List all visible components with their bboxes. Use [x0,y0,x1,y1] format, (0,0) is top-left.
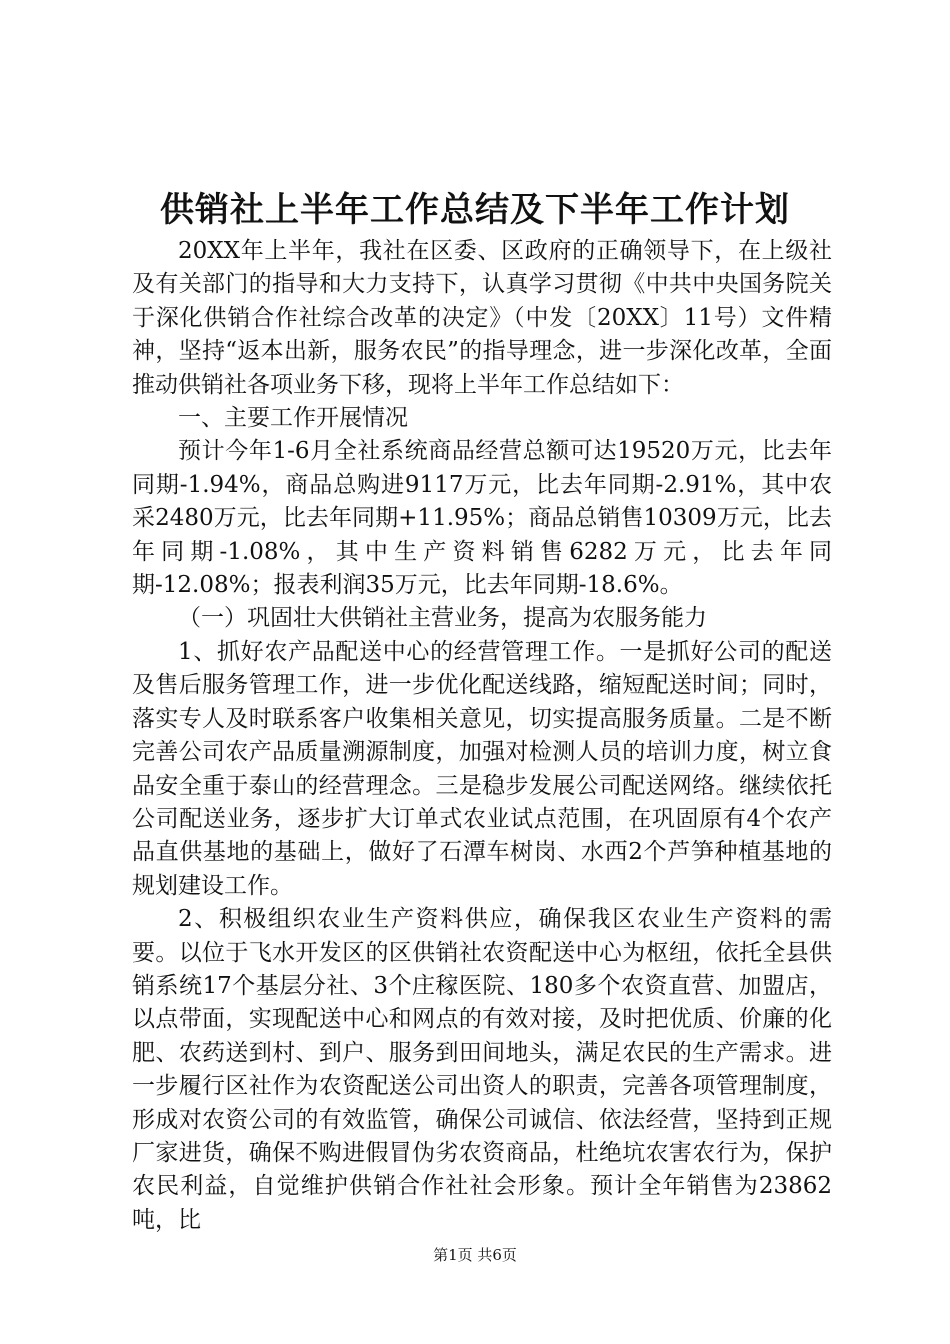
page-number-footer: 第1页 共6页 [433,1246,517,1264]
statistics-paragraph: 预计今年1-6月全社系统商品经营总额可达19520万元，比去年同期-1.94%，商品总购进9117万元，比去年同期-2.91%，其中农采2480万元，比去年同期+11.95%；商品总销售10309万元，比去年同期-1.08%，其中生产资料销售6282万元，比去年同期-12.08%；报表利润35万元，比去年同期-18.6%。 [132,438,832,599]
item-2-paragraph: 2、积极组织农业生产资料供应，确保我区农业生产资料的需要。以位于飞水开发区的区供销社农资配送中心为枢纽，依托全县供销系统17个基层分社、3个庄稼医院、180多个农资直营、加盟店，以点带面，实现配送中心和网点的有效对接，及时把优质、价廉的化肥、农药送到村、到户、服务到田间地头，满足农民的生产需求。进一步履行区社作为农资配送公司出资人的职责，完善各项管理制度，形成对农资公司的有效监管，确保公司诚信、依法经营，坚持到正规厂家进货，确保不购进假冒伪劣农资商品，杜绝坑农害农行为，保护农民利益，自觉维护供销合作社社会形象。预计全年销售为23862吨，比 [132,906,832,1233]
item-1-paragraph: 1、抓好农产品配送中心的经营管理工作。一是抓好公司的配送及售后服务管理工作，进一步优化配送线路，缩短配送时间；同时，落实专人及时联系客户收集相关意见，切实提高服务质量。二是不断完善公司农产品质量溯源制度，加强对检测人员的培训力度，树立食品安全重于泰山的经营理念。三是稳步发展公司配送网络。继续依托公司配送业务，逐步扩大订单式农业试点范围，在巩固原有4个农产品直供基地的基础上，做好了石潭车树岗、水西2个芦笋种植基地的规划建设工作。 [132,638,832,899]
document-title: 供销社上半年工作总结及下半年工作计划 [160,190,790,230]
subsection-heading: （一）巩固壮大供销社主营业务，提高为农服务能力 [178,605,707,632]
document-body [132,235,832,1237]
section-heading: 一、主要工作开展情况 [178,405,408,432]
intro-paragraph: 20XX年上半年，我社在区委、区政府的正确领导下，在上级社及有关部门的指导和大力支持下，认真学习贯彻《中共中央国务院关于深化供销合作社综合改革的决定》（中发〔20XX〕11号）文件精神，坚持“返本出新，服务农民”的指导理念，进一步深化改革，全面推动供销社各项业务下移，现将上半年工作总结如下： [132,238,832,398]
